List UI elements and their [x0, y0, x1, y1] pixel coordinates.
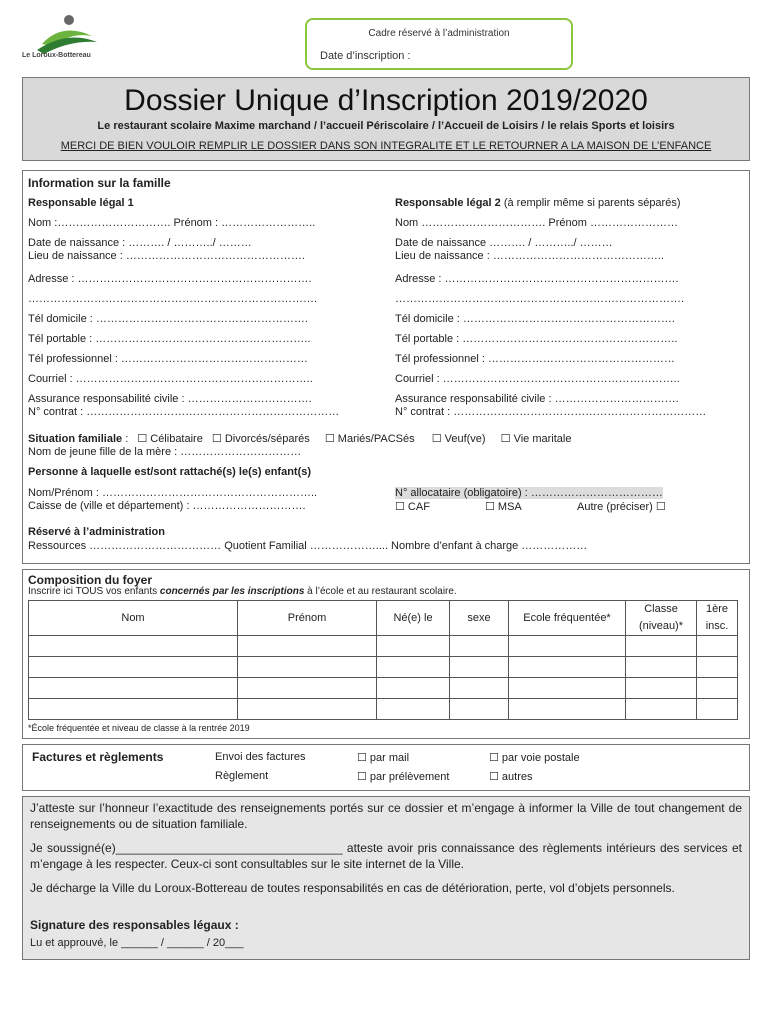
table-cell[interactable]	[29, 657, 238, 678]
composition-section	[22, 569, 750, 739]
option-maries: Mariés/PACSés	[337, 433, 415, 445]
col-premiere-insc: 1ère insc.	[697, 601, 738, 636]
resp2-contract-field[interactable]: N° contrat : ……………………………………………………………	[395, 406, 707, 418]
checkbox-caf[interactable]: ☐ CAF	[395, 501, 430, 513]
checkbox-autre[interactable]: Autre (préciser) ☐	[577, 501, 666, 513]
children-table	[28, 600, 738, 720]
resp1-work-phone-field[interactable]: Tél professionnel : ……………………………………………	[28, 353, 308, 365]
resp1-nom-field[interactable]: Nom :…………………………. Prénom : ……………………..	[28, 217, 316, 229]
table-cell[interactable]	[697, 678, 738, 699]
resp2-insurance-field[interactable]: Assurance responsabilité civile : …………………………….	[395, 393, 679, 405]
table-cell[interactable]	[509, 678, 626, 699]
msa-label: MSA	[497, 501, 522, 513]
declaration-section	[22, 796, 750, 960]
table-row	[29, 636, 738, 657]
resp2-heading-wrap	[395, 197, 681, 209]
resp2-nom-field[interactable]: Nom ……………………………. Prénom ……………………	[395, 217, 678, 229]
table-cell[interactable]	[29, 636, 238, 657]
par-mail-label: par mail	[369, 752, 410, 764]
resp2-email-field[interactable]: Courriel : ………………………………………………………..	[395, 373, 680, 385]
resp1-birthplace-field[interactable]: Lieu de naissance : ………………………………………….	[28, 250, 305, 262]
table-cell[interactable]	[238, 636, 377, 657]
family-title: Information sur la famille	[28, 176, 171, 190]
factures-section	[22, 744, 750, 791]
table-cell[interactable]	[450, 678, 509, 699]
checkbox-celibataire[interactable]: ☐ Célibataire	[137, 433, 203, 445]
reglement-label: Règlement	[215, 770, 269, 782]
resp2-home-phone-field[interactable]: Tél domicile : ………………………………………………….	[395, 313, 675, 325]
option-veuf: Veuf(ve)	[444, 433, 486, 445]
page-subtitle: Le restaurant scolaire Maxime marchand / l’accueil Périscolaire / l’Accueil de Loisirs / le relais Sports et loisirs	[97, 120, 675, 132]
table-cell[interactable]	[509, 636, 626, 657]
prelevement-label: par prélèvement	[369, 771, 450, 783]
admin-box-title: Cadre réservé à l’administration	[368, 28, 510, 39]
table-row	[29, 678, 738, 699]
resp2-work-phone-field[interactable]: Tél professionnel : ……………………………………………	[395, 353, 675, 365]
rattache-title: Personne à laquelle est/sont rattaché(s) le(s) enfant(s)	[28, 466, 312, 478]
logo-text: Le Loroux-Bottereau	[22, 52, 91, 59]
col-sexe: sexe	[450, 601, 509, 636]
reserve-title: Réservé à l’administration	[28, 526, 165, 538]
table-cell[interactable]	[509, 657, 626, 678]
title-box	[22, 77, 750, 161]
table-cell[interactable]	[238, 699, 377, 720]
composition-title: Composition du foyer	[28, 573, 152, 587]
table-cell[interactable]	[697, 657, 738, 678]
resp1-contract-field[interactable]: N° contrat : ……………………………………………………………	[28, 406, 340, 418]
situation-label: Situation familiale	[28, 433, 123, 445]
resp1-heading: Responsable légal 1	[28, 197, 134, 209]
table-cell[interactable]	[29, 678, 238, 699]
family-section	[22, 170, 750, 564]
resp2-birthplace-field[interactable]: Lieu de naissance : ………………………………………..	[395, 250, 664, 262]
checkbox-msa[interactable]: ☐ MSA	[485, 501, 522, 513]
resp2-mobile-field[interactable]: Tél portable : …………………………………………………..	[395, 333, 678, 345]
reserve-line: Ressources ……………………………… Quotient Familial ……………….... Nombre d’enfant à charge ………………	[28, 540, 588, 552]
table-cell[interactable]	[238, 678, 377, 699]
maiden-name-field[interactable]: Nom de jeune fille de la mère : ……………………………	[28, 446, 302, 458]
composition-intro	[28, 586, 457, 597]
table-cell[interactable]	[29, 699, 238, 720]
table-cell[interactable]	[509, 699, 626, 720]
col-ecole: Ecole fréquentée*	[509, 601, 626, 636]
declaration-paragraph-1: J’atteste sur l’honneur l’exactitude des renseignements portés sur ce dossier et m’engage à informer la Ville de tout changement de renseignements ou de situation familiale.	[30, 801, 742, 831]
table-cell[interactable]	[377, 678, 450, 699]
checkbox-veuf[interactable]: ☐ Veuf(ve)	[431, 433, 486, 445]
factures-title: Factures et règlements	[32, 750, 164, 764]
checkbox-maries[interactable]: ☐ Mariés/PACSés	[324, 433, 415, 445]
resp1-home-phone-field[interactable]: Tél domicile : ………………………………………………….	[28, 313, 308, 325]
resp2-birthdate-field[interactable]: Date de naissance ………. / ………../ ………	[395, 237, 613, 249]
caf-label: CAF	[407, 501, 430, 513]
resp1-email-field[interactable]: Courriel : ………………………………………………………..	[28, 373, 313, 385]
col-prenom: Prénom	[238, 601, 377, 636]
table-cell[interactable]	[626, 636, 697, 657]
option-divorces: Divorcés/séparés	[224, 433, 310, 445]
table-cell[interactable]	[697, 636, 738, 657]
allocataire-label: N° allocataire (obligatoire) : ………………………………	[395, 487, 663, 499]
table-cell[interactable]	[238, 657, 377, 678]
composition-intro-c: à l’école et au restaurant scolaire.	[304, 586, 457, 597]
resp2-address2-field[interactable]: …………………………………………………………………….	[395, 293, 685, 305]
resp2-heading: Responsable légal 2	[395, 197, 501, 209]
resp1-address2-field[interactable]: …………………………………………………………………….	[28, 293, 318, 305]
checkbox-par-mail[interactable]: ☐ par mail	[357, 752, 410, 764]
resp1-insurance-field[interactable]: Assurance responsabilité civile : …………………………….	[28, 393, 312, 405]
table-cell[interactable]	[377, 699, 450, 720]
situation-row	[28, 432, 571, 445]
checkbox-divorces[interactable]: ☐ Divorcés/séparés	[211, 433, 310, 445]
option-celibataire: Célibataire	[150, 433, 203, 445]
resp2-address-field[interactable]: Adresse : ……………………………………………………….	[395, 273, 679, 285]
children-table-body	[29, 636, 738, 720]
allocataire-field[interactable]	[395, 487, 663, 499]
table-row	[29, 699, 738, 720]
signature-title: Signature des responsables légaux :	[30, 918, 239, 932]
checkbox-voie-postale[interactable]: ☐ par voie postale	[489, 752, 580, 764]
table-cell[interactable]	[377, 657, 450, 678]
checkbox-vie-maritale[interactable]: ☐ Vie maritale	[500, 433, 572, 445]
caisse-field[interactable]: Caisse de (ville et département) : ………………………….	[28, 500, 306, 512]
table-cell[interactable]	[626, 678, 697, 699]
resp2-heading-note: (à remplir même si parents séparés)	[503, 197, 681, 209]
page-title: Dossier Unique d’Inscription 2019/2020	[124, 84, 648, 117]
col-classe: Classe (niveau)*	[626, 601, 697, 636]
nom-prenom-field[interactable]: Nom/Prénom : …………………………………………………..	[28, 487, 318, 499]
col-nom: Nom	[29, 601, 238, 636]
declaration-paragraph-2[interactable]: Je soussigné(e)__________________________________ atteste avoir pris connaissance des règlements intérieurs des services et m’engage à les respecter. Ceux-ci sont consultables sur le site internet de la Ville.	[30, 841, 742, 871]
table-header-row	[29, 601, 738, 636]
autre-label: Autre (préciser)	[577, 501, 653, 513]
table-cell[interactable]	[626, 657, 697, 678]
table-cell[interactable]	[450, 657, 509, 678]
table-cell[interactable]	[697, 699, 738, 720]
col-ne-le: Né(e) le	[377, 601, 450, 636]
admin-date-label[interactable]: Date d’inscription :	[320, 50, 411, 62]
option-vie-maritale: Vie maritale	[513, 433, 572, 445]
autres-label: autres	[501, 771, 533, 783]
logo	[22, 12, 112, 62]
table-cell[interactable]	[377, 636, 450, 657]
composition-intro-b: concernés par les inscriptions	[159, 586, 305, 597]
table-row	[29, 657, 738, 678]
table-cell[interactable]	[450, 636, 509, 657]
page-notice: MERCI DE BIEN VOULOIR REMPLIR LE DOSSIER DANS SON INTEGRALITE ET LE RETOURNER A LA MAISON DE L’ENFANCE	[60, 140, 712, 152]
table-cell[interactable]	[450, 699, 509, 720]
lu-approuve-field[interactable]: Lu et approuvé, le ______ / ______ / 20___	[30, 937, 244, 949]
admin-reserved-box	[305, 18, 573, 70]
situation-colon: :	[122, 433, 129, 445]
composition-intro-a: Inscrire ici TOUS vos enfants	[28, 586, 160, 597]
checkbox-prelevement[interactable]: ☐ par prélèvement	[357, 771, 450, 783]
table-cell[interactable]	[626, 699, 697, 720]
composition-footnote: *École fréquentée et niveau de classe à la rentrée 2019	[28, 723, 250, 733]
voie-postale-label: par voie postale	[501, 752, 580, 764]
resp1-mobile-field[interactable]: Tél portable : …………………………………………………..	[28, 333, 311, 345]
resp1-birthdate-field[interactable]: Date de naissance : ………. / ………../ ………	[28, 237, 252, 249]
resp1-address-field[interactable]: Adresse : ……………………………………………………….	[28, 273, 312, 285]
declaration-paragraph-3: Je décharge la Ville du Loroux-Bottereau de toutes responsabilités en cas de détérioration, perte, vol d’objets personnels.	[30, 881, 675, 895]
checkbox-autres[interactable]: ☐ autres	[489, 771, 533, 783]
envoi-label: Envoi des factures	[215, 751, 306, 763]
